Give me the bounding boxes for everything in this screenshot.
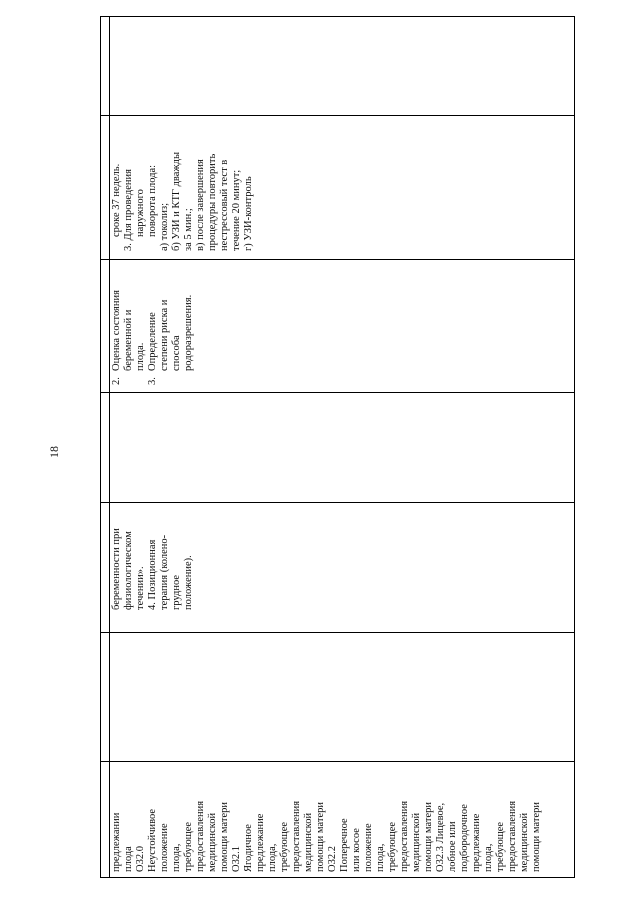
text-line: предоставления xyxy=(195,800,206,872)
text-line: поворота плода: xyxy=(147,164,158,237)
text-line: плода, xyxy=(171,843,182,872)
text-line: требующее xyxy=(495,821,506,872)
column-divider xyxy=(101,392,574,393)
text-line: течение 20 минут; xyxy=(231,169,242,251)
text-line: Ягодичное xyxy=(243,824,254,872)
text-line: предоставления xyxy=(399,800,410,872)
text-line: предлежание xyxy=(471,813,482,872)
text-line: O32.1 xyxy=(231,846,242,872)
text-line: медицинской xyxy=(207,812,218,872)
text-line: беременной и xyxy=(123,309,134,371)
text-line: предлежание xyxy=(255,813,266,872)
text-line: наружного xyxy=(135,189,146,237)
text-line: беременности при xyxy=(111,528,122,610)
text-line: Определение xyxy=(147,312,158,371)
list-item xyxy=(147,265,195,385)
text-line: Неустойчивое xyxy=(147,808,158,872)
text-line: помощи матери xyxy=(531,802,542,872)
text-line: положение xyxy=(363,823,374,872)
text-line: Поперечное xyxy=(339,818,350,872)
column-divider xyxy=(101,632,574,633)
text-line: 3. Для проведения xyxy=(123,169,134,251)
text-line: физиологическом xyxy=(123,531,134,610)
text-line: способа xyxy=(171,335,182,371)
text-line: плода, xyxy=(375,843,386,872)
page-number: 18 xyxy=(47,446,61,458)
text-line: грудное xyxy=(171,574,182,610)
text-line: течении». xyxy=(135,566,146,610)
text-line: а) токолиз; xyxy=(159,202,170,251)
text-line: положение xyxy=(159,823,170,872)
text-line: требующее xyxy=(183,821,194,872)
column-divider xyxy=(101,761,574,762)
text-line: помощи матери xyxy=(219,802,230,872)
text-line: терапия (колено- xyxy=(159,534,170,610)
text-line: б) УЗИ и КТГ дважды xyxy=(171,151,182,251)
text-line: сроке 37 недель. xyxy=(111,163,122,237)
text-line: предоставления xyxy=(291,800,302,872)
text-line: плода xyxy=(123,846,134,872)
text-line: O32.2 xyxy=(327,846,338,872)
text-line: лобное или xyxy=(447,821,458,872)
text-line: плода, xyxy=(267,843,278,872)
text-line: Оценка состояния xyxy=(111,290,122,371)
text-line: O32.3 Лицевое, xyxy=(435,802,446,872)
column-divider xyxy=(101,259,574,260)
text-line: степени риска и xyxy=(159,299,170,371)
procedure-cell xyxy=(111,115,576,255)
treatment-cell xyxy=(111,504,576,628)
text-line: медицинской xyxy=(411,812,422,872)
text-line: помощи матери xyxy=(423,802,434,872)
text-line: предлежании xyxy=(111,812,122,872)
text-line: нестрессовый тест в xyxy=(219,159,230,251)
text-line: родоразрешения. xyxy=(183,294,194,371)
list-number: 2. xyxy=(111,377,122,385)
text-line: плода. xyxy=(135,342,146,371)
row-divider xyxy=(109,17,110,877)
text-line: медицинской xyxy=(303,812,314,872)
text-line: помощи матери xyxy=(315,802,326,872)
text-line: требующее xyxy=(387,821,398,872)
text-line: O32.0 xyxy=(135,846,146,872)
diagnosis-cell xyxy=(111,764,576,876)
text-line: подбородочное xyxy=(459,804,470,872)
text-line: предоставления xyxy=(507,800,518,872)
rotated-table xyxy=(100,16,575,878)
list-number: 3. xyxy=(147,377,158,385)
column-divider xyxy=(101,502,574,503)
text-line: процедуры повторить xyxy=(207,153,218,251)
text-line: в) после завершения xyxy=(195,159,206,251)
text-line: требующее xyxy=(279,821,290,872)
assessment-cell xyxy=(111,261,576,389)
list-item xyxy=(111,265,147,385)
text-line: 4. Позиционная xyxy=(147,539,158,610)
text-line: или косое xyxy=(351,828,362,872)
text-line: плода, xyxy=(483,843,494,872)
text-line: г) УЗИ-контроль xyxy=(243,176,254,251)
text-line: медицинской xyxy=(519,812,530,872)
text-line: положение). xyxy=(183,555,194,610)
text-line: за 5 мин.; xyxy=(183,208,194,251)
